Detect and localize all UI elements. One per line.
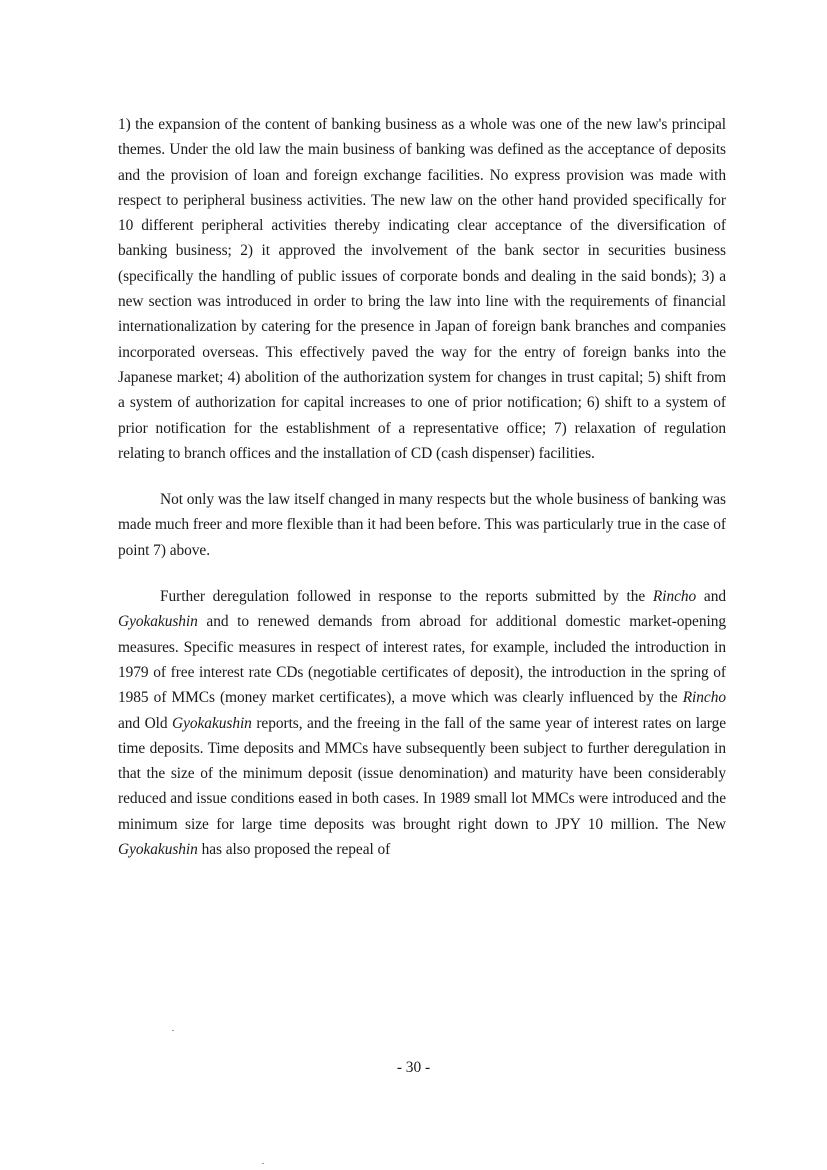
italic-term: Rincho xyxy=(682,689,726,707)
body-text xyxy=(118,112,726,883)
italic-term: Gyokakushin xyxy=(172,714,252,732)
italic-term: Gyokakushin xyxy=(118,613,198,631)
text-segment: and xyxy=(696,588,726,606)
italic-term: Gyokakushin xyxy=(118,841,198,859)
paragraph xyxy=(118,584,726,862)
page-number: - 30 - xyxy=(396,1059,431,1076)
paragraph xyxy=(118,112,726,466)
scan-speck xyxy=(262,1163,264,1164)
text-segment: Not only was the law itself changed in many respects but the whole business of banking was made much freer and more flexible than it had been before. This was particularly true in the case of point 7) above. xyxy=(118,491,726,559)
text-segment: and to renewed demands from abroad for additional domestic market-opening measures. Specific measures in respect of interest rates, for example, included the introduction in 1979 of free interest rate CDs (negotiable certificates of deposit), the introduction in the spring of 1985 of MMCs (money market certificates), a move which was clearly influenced by the xyxy=(118,613,726,707)
italic-term: Rincho xyxy=(652,588,697,606)
scan-speck xyxy=(172,1030,174,1031)
paragraph xyxy=(118,487,726,563)
text-segment: 1) the expansion of the content of banking business as a whole was one of the new law's principal themes. Under the old law the main business of banking was defined as the acceptance of deposits and the provision of loan and foreign exchange facilities. No express provision was made with respect to peripheral business activities. The new law on the other hand provided specifically for 10 different peripheral activities thereby indicating clear acceptance of the diversification of banking business; 2) it approved the involvement of the bank sector in securities business (specifically the handling of public issues of corporate bonds and dealing in the said bonds); 3) a new section was introduced in order to bring the law into line with the requirements of financial internationalization by catering for the presence in Japan of foreign bank branches and companies incorporated overseas. This effectively paved the way for the entry of foreign banks into the Japanese market; 4) abolition of the authorization system for changes in trust capital; 5) shift from a system of authorization for capital increases to one of prior notification; 6) shift to a system of prior notification for the establishment of a representative office; 7) relaxation of regulation relating to branch offices and the installation of CD (cash dispenser) facilities. xyxy=(118,116,726,462)
text-segment: and Old xyxy=(118,714,173,732)
text-segment: has also proposed the repeal of xyxy=(197,841,391,859)
text-segment: Further deregulation followed in response to the reports submitted by the xyxy=(160,588,653,606)
text-segment: reports, and the freeing in the fall of the same year of interest rates on large time deposits. Time deposits and MMCs have subsequently been subject to further deregulation in that the size of the minimum deposit (issue denomination) and maturity have been considerably reduced and issue conditions eased in both cases. In 1989 small lot MMCs were introduced and the minimum size for large time deposits was brought right down to JPY 10 million. The New xyxy=(118,714,726,833)
